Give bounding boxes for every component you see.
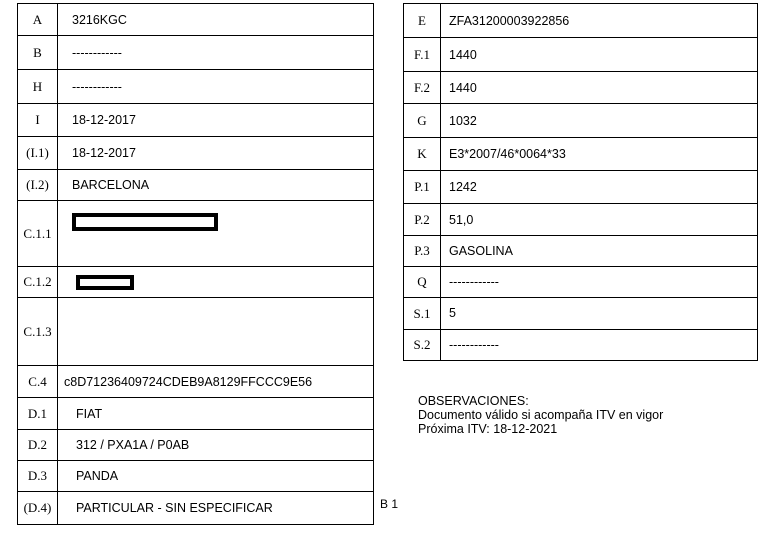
field-code: F.2: [404, 72, 441, 104]
table-row: [404, 38, 758, 72]
field-code: D.3: [18, 461, 58, 492]
table-row: [18, 366, 374, 398]
field-value: ------------: [58, 70, 374, 104]
field-value: ------------: [441, 267, 758, 298]
observations-line: Próxima ITV: 18-12-2021: [418, 422, 558, 436]
field-value: FIAT: [58, 398, 374, 430]
field-value: 312 / PXA1A / P0AB: [58, 430, 374, 461]
field-code: (I.2): [18, 170, 58, 201]
table-row: [404, 330, 758, 361]
table-row: [18, 36, 374, 70]
field-code: A: [18, 4, 58, 36]
field-code: P.3: [404, 236, 441, 267]
field-value: BARCELONA: [58, 170, 374, 201]
observations-line: Documento válido si acompaña ITV en vigor: [418, 408, 664, 422]
observations-block: [418, 394, 663, 436]
field-code: H: [18, 70, 58, 104]
table-row: [18, 398, 374, 430]
field-value: GASOLINA: [441, 236, 758, 267]
field-code: (I.1): [18, 137, 58, 170]
table-row: [18, 137, 374, 170]
field-code: G: [404, 104, 441, 138]
field-value: 18-12-2017: [58, 137, 374, 170]
page-mark: B 1: [380, 497, 399, 511]
table-row: [404, 4, 758, 38]
left-data-table: [17, 3, 374, 525]
field-code: (D.4): [18, 492, 58, 525]
table-row: [18, 298, 374, 366]
field-value: 51,0: [441, 204, 758, 236]
table-row: [404, 204, 758, 236]
table-row: [404, 104, 758, 138]
field-value: 1440: [441, 38, 758, 72]
field-value: [58, 267, 374, 298]
field-code: D.2: [18, 430, 58, 461]
redaction-box: [76, 275, 134, 290]
table-row: [404, 72, 758, 104]
table-row: [404, 267, 758, 298]
table-row: [18, 170, 374, 201]
field-value: [58, 298, 374, 366]
field-code: C.4: [18, 366, 58, 398]
field-code: P.2: [404, 204, 441, 236]
field-code: D.1: [18, 398, 58, 430]
redaction-box: [72, 213, 218, 231]
field-value: ------------: [441, 330, 758, 361]
field-code: Q: [404, 267, 441, 298]
field-value: 18-12-2017: [58, 104, 374, 137]
right-data-table: [403, 3, 758, 361]
table-row: [18, 492, 374, 525]
field-value: PARTICULAR - SIN ESPECIFICAR: [58, 492, 374, 525]
field-value: 3216KGC: [58, 4, 374, 36]
field-code: P.1: [404, 171, 441, 204]
field-value: [58, 201, 374, 267]
field-code: B: [18, 36, 58, 70]
observations-title: OBSERVACIONES:: [418, 394, 529, 408]
table-row: [18, 461, 374, 492]
field-value: ZFA31200003922856: [441, 4, 758, 38]
table-row: [18, 430, 374, 461]
table-row: [18, 201, 374, 267]
field-value: 5: [441, 298, 758, 330]
table-row: [18, 104, 374, 137]
table-row: [404, 138, 758, 171]
field-code: C.1.2: [18, 267, 58, 298]
field-code: C.1.3: [18, 298, 58, 366]
field-value: PANDA: [58, 461, 374, 492]
field-value: 1440: [441, 72, 758, 104]
table-row: [404, 298, 758, 330]
field-code: S.2: [404, 330, 441, 361]
field-value: 1032: [441, 104, 758, 138]
field-code: C.1.1: [18, 201, 58, 267]
field-code: F.1: [404, 38, 441, 72]
table-row: [404, 236, 758, 267]
field-code: I: [18, 104, 58, 137]
field-value: E3*2007/46*0064*33: [441, 138, 758, 171]
table-row: [18, 70, 374, 104]
field-value: 1242: [441, 171, 758, 204]
field-code: K: [404, 138, 441, 171]
table-row: [18, 267, 374, 298]
field-code: E: [404, 4, 441, 38]
field-code: S.1: [404, 298, 441, 330]
table-row: [404, 171, 758, 204]
field-value: c8D71236409724CDEB9A8129FFCCC9E56: [58, 366, 374, 398]
field-value: ------------: [58, 36, 374, 70]
table-row: [18, 4, 374, 36]
